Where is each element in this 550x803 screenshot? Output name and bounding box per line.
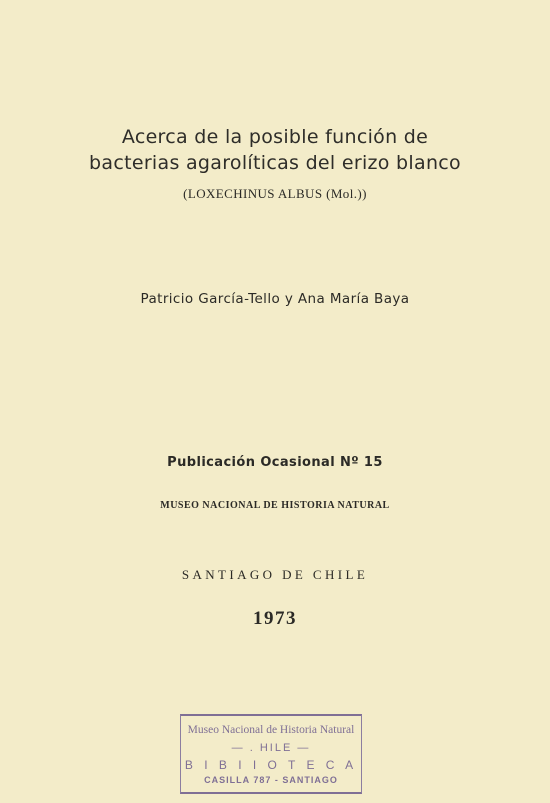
stamp-line-2: — . HILE —: [231, 742, 311, 754]
publication-number: Publicación Ocasional Nº 15: [167, 455, 383, 470]
library-stamp: [180, 714, 362, 794]
title-line-1: Acerca de la posible función de: [121, 126, 429, 148]
city: SANTIAGO DE CHILE: [181, 567, 369, 582]
species-name: (LOXECHINUS ALBUS (Mol.)): [183, 186, 367, 201]
institution-name: MUSEO NACIONAL DE HISTORIA NATURAL: [160, 500, 390, 511]
stamp-line-1: Museo Nacional de Historia Natural: [187, 724, 355, 736]
stamp-line-3: B I B I I O T E C A: [184, 758, 358, 772]
authors: Patricio García-Tello y Ana María Baya: [140, 291, 410, 307]
title-line-2: bacterias agarolíticas del erizo blanco: [89, 152, 461, 174]
publication-year: 1973: [253, 608, 297, 629]
stamp-line-4: CASILLA 787 - SANTIAGO: [204, 775, 338, 785]
